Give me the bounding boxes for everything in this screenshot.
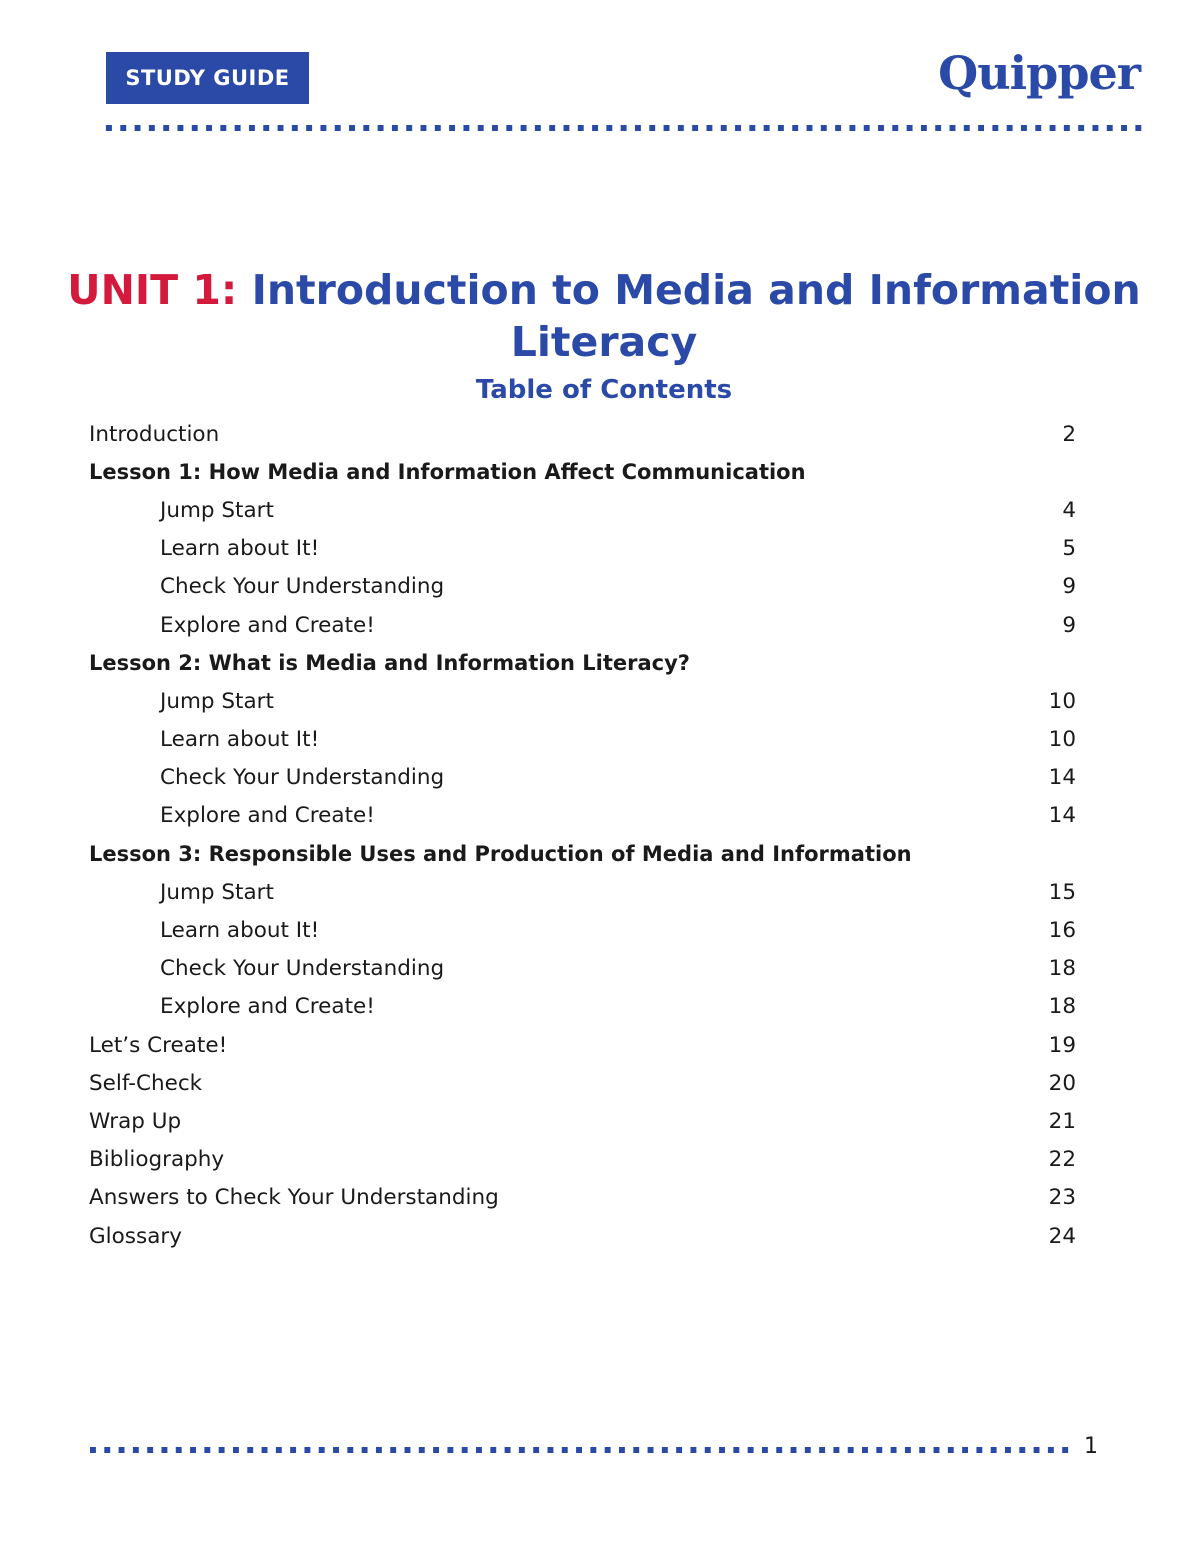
- toc-entry[interactable]: [89, 1141, 1076, 1179]
- toc-entry[interactable]: [89, 988, 1076, 1026]
- toc-entry[interactable]: [89, 530, 1076, 568]
- toc-entry[interactable]: [89, 644, 1076, 682]
- study-guide-badge: STUDY GUIDE: [106, 52, 309, 104]
- toc-heading: Table of Contents: [475, 375, 733, 405]
- page-number: 1: [1084, 1434, 1098, 1459]
- toc-entry-page: 23: [1048, 1185, 1076, 1211]
- toc-entry-page: 10: [1048, 688, 1076, 714]
- toc-entry-page: 14: [1048, 803, 1076, 829]
- toc-entry-page: 9: [1062, 574, 1076, 600]
- table-of-contents: [89, 415, 1076, 1255]
- toc-entry-label: Check Your Understanding: [160, 956, 445, 982]
- toc-entry[interactable]: [89, 606, 1076, 644]
- toc-entry[interactable]: [89, 759, 1076, 797]
- toc-entry-label: Glossary: [89, 1223, 182, 1249]
- toc-entry-page: 15: [1048, 879, 1076, 905]
- toc-entry-page: 2: [1062, 421, 1076, 447]
- toc-entry-label: Answers to Check Your Understanding: [89, 1185, 499, 1211]
- toc-entry-label: Explore and Create!: [160, 803, 375, 829]
- toc-entry[interactable]: [89, 415, 1076, 453]
- toc-entry-page: 24: [1048, 1223, 1076, 1249]
- toc-entry[interactable]: [89, 1217, 1076, 1255]
- toc-entry-label: Lesson 2: What is Media and Information Literacy?: [89, 651, 690, 676]
- page-title: [60, 264, 1148, 368]
- quipper-logo: Quipper: [938, 46, 1140, 100]
- toc-entry-label: Check Your Understanding: [160, 574, 445, 600]
- top-dotted-divider: [106, 125, 1142, 131]
- toc-entry[interactable]: [89, 1064, 1076, 1102]
- toc-entry-label: Learn about It!: [160, 727, 320, 753]
- toc-entry[interactable]: [89, 1026, 1076, 1064]
- toc-entry[interactable]: [89, 797, 1076, 835]
- toc-entry-page: 14: [1048, 765, 1076, 791]
- toc-entry-label: Lesson 1: How Media and Information Affect Communication: [89, 460, 806, 485]
- toc-entry-label: Explore and Create!: [160, 612, 375, 638]
- toc-entry-label: Bibliography: [89, 1147, 225, 1173]
- toc-entry-page: 4: [1062, 497, 1076, 523]
- unit-title: Introduction to Media and Information Literacy: [251, 266, 1141, 366]
- toc-entry-label: Wrap Up: [89, 1108, 182, 1134]
- bottom-dotted-divider: [90, 1447, 1074, 1453]
- toc-entry-page: 20: [1048, 1070, 1076, 1096]
- unit-label: UNIT 1:: [67, 266, 238, 314]
- toc-entry-label: Jump Start: [160, 688, 274, 714]
- toc-entry[interactable]: [89, 568, 1076, 606]
- toc-entry-label: Learn about It!: [160, 918, 320, 944]
- toc-entry-page: 16: [1048, 918, 1076, 944]
- toc-entry-label: Explore and Create!: [160, 994, 375, 1020]
- toc-entry[interactable]: [89, 950, 1076, 988]
- toc-entry[interactable]: [89, 682, 1076, 720]
- toc-entry-page: 19: [1048, 1032, 1076, 1058]
- toc-entry-label: Self-Check: [89, 1070, 203, 1096]
- toc-entry-page: 21: [1048, 1108, 1076, 1134]
- toc-entry-label: Check Your Understanding: [160, 765, 445, 791]
- toc-entry-label: Let’s Create!: [89, 1032, 228, 1058]
- toc-entry-page: 9: [1062, 612, 1076, 638]
- toc-entry[interactable]: [89, 453, 1076, 491]
- toc-entry[interactable]: [89, 911, 1076, 949]
- toc-entry-page: 5: [1062, 536, 1076, 562]
- toc-entry-page: 18: [1048, 994, 1076, 1020]
- toc-entry[interactable]: [89, 491, 1076, 529]
- toc-entry-page: 22: [1048, 1147, 1076, 1173]
- toc-entry-label: Introduction: [89, 421, 220, 447]
- toc-entry-label: Learn about It!: [160, 536, 320, 562]
- toc-entry[interactable]: [89, 873, 1076, 911]
- toc-entry-page: 18: [1048, 956, 1076, 982]
- toc-entry[interactable]: [89, 721, 1076, 759]
- toc-entry[interactable]: [89, 1179, 1076, 1217]
- toc-entry-page: 10: [1048, 727, 1076, 753]
- toc-entry-label: Jump Start: [160, 497, 274, 523]
- toc-entry[interactable]: [89, 1102, 1076, 1140]
- toc-entry-label: Jump Start: [160, 879, 274, 905]
- toc-entry-label: Lesson 3: Responsible Uses and Production of Media and Information: [89, 842, 912, 867]
- toc-entry[interactable]: [89, 835, 1076, 873]
